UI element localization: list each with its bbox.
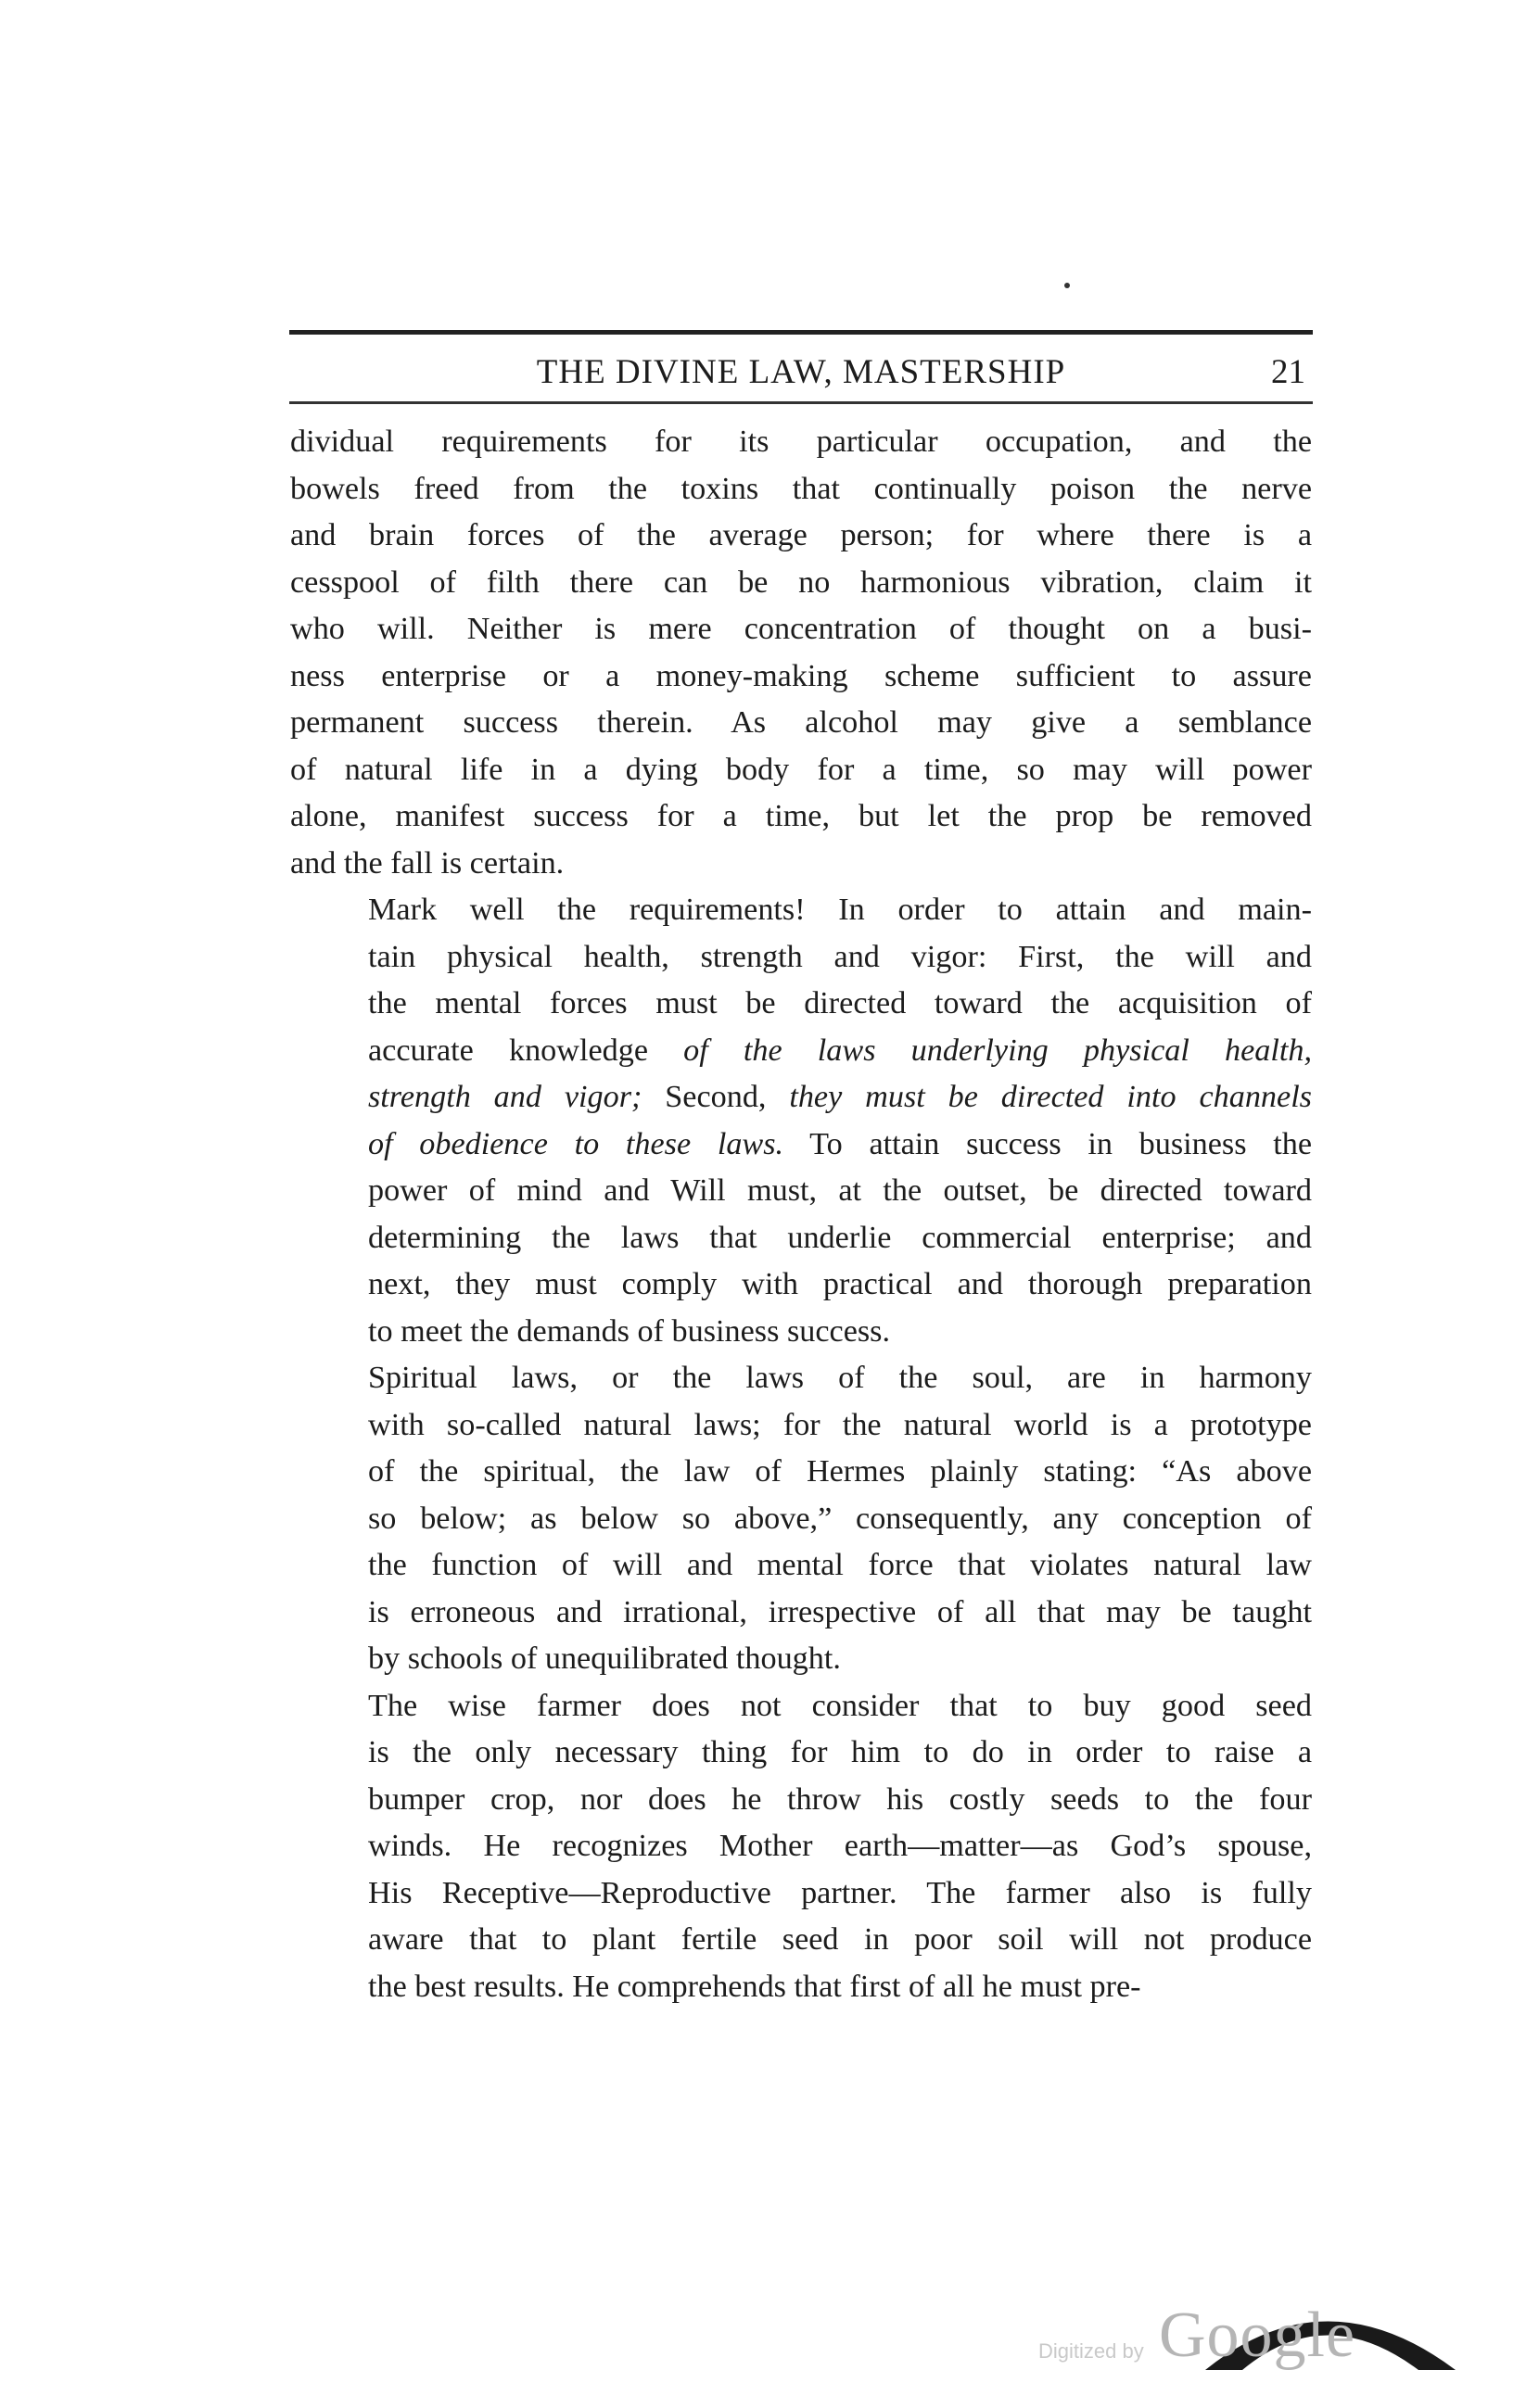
text-line: is erroneous and irrational, irrespective of all that may be taught	[368, 1594, 1312, 1629]
text-line: dividual requirements for its particular occupation, and the	[290, 425, 1312, 459]
paragraph	[290, 419, 1312, 887]
text-line: aware that to plant fertile seed in poor soil will not produce	[368, 1922, 1312, 1957]
text-line: so below; as below so above,” consequently, any conception of	[368, 1501, 1312, 1536]
text-line: accurate knowledge of the laws underlying physical health,	[368, 1033, 1312, 1068]
text-line: Spiritual laws, or the laws of the soul, are in harmony	[368, 1361, 1312, 1395]
header-bottom-rule	[289, 401, 1313, 404]
text-line: His Receptive—Reproductive partner. The farmer also is fully	[368, 1875, 1312, 1910]
watermark-brand: Google	[1159, 2300, 1356, 2371]
text-line: strength and vigor; Second, they must be directed into channels	[368, 1080, 1312, 1114]
text-line: permanent success therein. As alcohol may give a semblance	[290, 705, 1312, 740]
text-line: alone, manifest success for a time, but let the prop be removed	[290, 799, 1312, 833]
watermark-prefix: Digitized by	[1038, 2339, 1144, 2363]
text-line: ness enterprise or a money-making scheme sufficient to assure	[290, 658, 1312, 693]
paragraph	[290, 1683, 1312, 2011]
speck	[1064, 283, 1070, 288]
text-line: The wise farmer does not consider that to buy good seed	[368, 1688, 1312, 1723]
text-line: is the only necessary thing for him to do in order to raise a	[368, 1735, 1312, 1769]
text-line: next, they must comply with practical and thorough preparation	[368, 1267, 1312, 1301]
text-line: of the spiritual, the law of Hermes plainly stating: “As above	[368, 1454, 1312, 1489]
text-line: tain physical health, strength and vigor: First, the will and	[368, 939, 1312, 974]
running-title: THE DIVINE LAW, MASTERSHIP	[536, 353, 1066, 391]
digitized-watermark	[1038, 2299, 1483, 2382]
text-line: who will. Neither is mere concentration of thought on a busi-	[290, 612, 1312, 646]
text-line: to meet the demands of business success.	[368, 1313, 891, 1349]
text-line: winds. He recognizes Mother earth—matter—as God’s spouse,	[368, 1829, 1312, 1863]
text-line: power of mind and Will must, at the outset, be directed toward	[368, 1173, 1312, 1208]
text-line: of natural life in a dying body for a time, so may will power	[290, 752, 1312, 787]
paragraph	[290, 887, 1312, 1355]
text-line: of obedience to these laws. To attain success in business the	[368, 1126, 1312, 1161]
text-line: the mental forces must be directed toward the acquisition of	[368, 986, 1312, 1020]
running-head	[289, 345, 1313, 400]
text-line: and brain forces of the average person; for where there is a	[290, 518, 1312, 552]
text-line: with so-called natural laws; for the natural world is a prototype	[368, 1407, 1312, 1442]
text-line: cesspool of filth there can be no harmonious vibration, claim it	[290, 564, 1312, 600]
body-text	[290, 419, 1312, 2010]
text-line: the function of will and mental force that violates natural law	[368, 1548, 1312, 1582]
page-number: 21	[1271, 353, 1305, 391]
text-line: bowels freed from the toxins that continually poison the nerve	[290, 471, 1312, 506]
paragraph	[290, 1355, 1312, 1683]
text-line: by schools of unequilibrated thought.	[368, 1641, 841, 1676]
text-line: Mark well the requirements! In order to attain and main-	[368, 893, 1312, 927]
text-line: and the fall is certain.	[290, 845, 565, 881]
text-line: the best results. He comprehends that first of all he must pre-	[368, 1969, 1141, 2004]
header-top-rule	[289, 330, 1313, 335]
text-line: bumper crop, nor does he throw his costly seeds to the four	[368, 1781, 1312, 1817]
text-line: determining the laws that underlie commercial enterprise; and	[368, 1220, 1312, 1255]
